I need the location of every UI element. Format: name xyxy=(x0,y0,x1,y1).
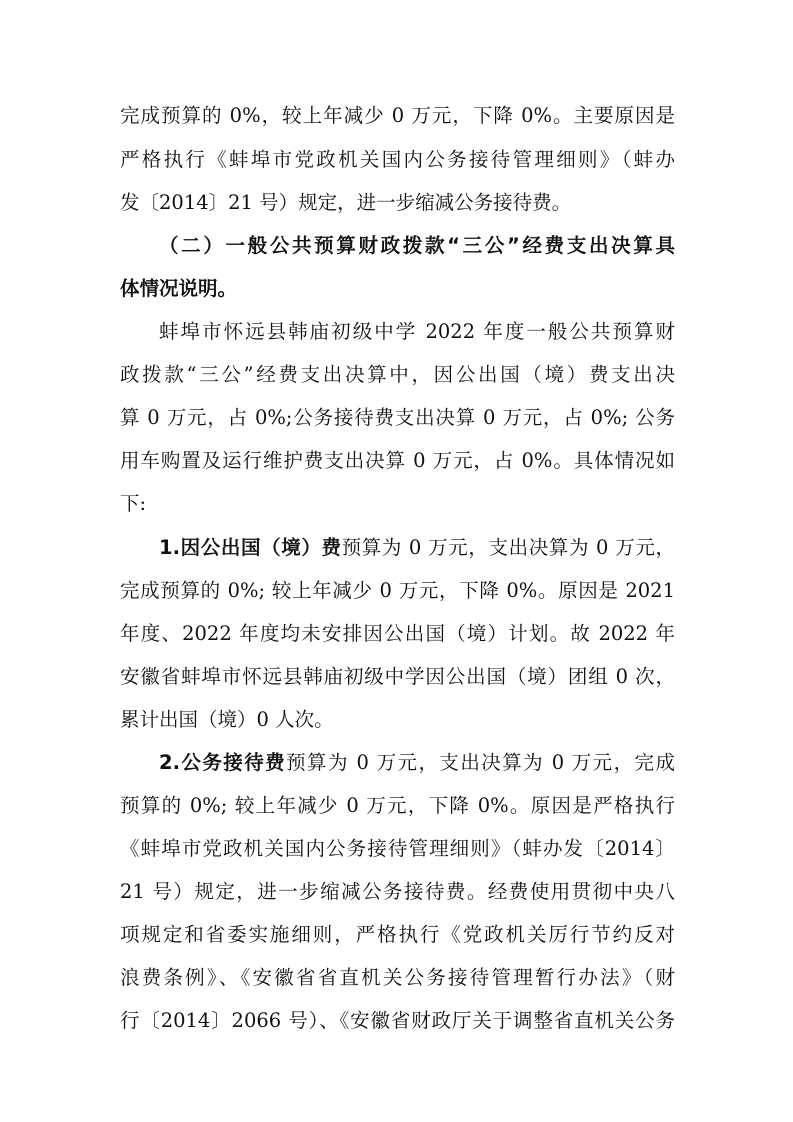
paragraph-line: 21 号）规定，进一步缩减公务接待费。经费使用贯彻中央八 xyxy=(120,880,675,903)
item-text: 预算为 0 万元，支出决算为 0 万元，完成 xyxy=(286,751,675,774)
paragraph-line: 行〔2014〕2066 号）、《安徽省财政厅关于调整省直机关公务 xyxy=(120,1009,675,1032)
paragraph-line: 项规定和省委实施细则，严格执行《党政机关厉行节约反对 xyxy=(120,923,675,946)
item-label: 2.公务接待费 xyxy=(159,751,287,774)
item-text: 预算为 0 万元，支出决算为 0 万元， xyxy=(341,536,675,559)
section-heading: （二）一般公共预算财政拨款“三公”经费支出决算具 xyxy=(159,234,675,257)
item-label: 1.因公出国（境）费 xyxy=(159,536,342,559)
section-heading: 体情况说明。 xyxy=(120,277,238,300)
paragraph-line: 累计出国（境）0 人次。 xyxy=(120,708,334,731)
paragraph-line: 用车购置及运行维护费支出决算 0 万元，占 0%。具体情况如 xyxy=(120,449,675,472)
paragraph-line: 完成预算的 0%，较上年减少 0 万元，下降 0%。主要原因是 xyxy=(120,104,675,127)
paragraph-line: 算 0 万元，占 0%;公务接待费支出决算 0 万元，占 0%; 公务 xyxy=(120,406,675,429)
paragraph-line: 严格执行《蚌埠市党政机关国内公务接待管理细则》（蚌办 xyxy=(120,148,675,171)
item-line xyxy=(159,749,675,777)
paragraph-line: 蚌埠市怀远县韩庙初级中学 2022 年度一般公共预算财 xyxy=(159,320,675,343)
paragraph-line: 完成预算的 0%; 较上年减少 0 万元，下降 0%。原因是 2021 xyxy=(120,579,675,602)
paragraph-line: 预算的 0%; 较上年减少 0 万元，下降 0%。原因是严格执行 xyxy=(120,794,675,817)
paragraph-line: 浪费条例》、《安徽省省直机关公务接待管理暂行办法》（财 xyxy=(120,966,675,989)
paragraph-line: 政拨款“三公”经费支出决算中，因公出国（境）费支出决 xyxy=(120,363,675,386)
item-line xyxy=(159,534,675,562)
paragraph-line: 发〔2014〕21 号）规定，进一步缩减公务接待费。 xyxy=(120,191,572,214)
paragraph-line: 安徽省蚌埠市怀远县韩庙初级中学因公出国（境）团组 0 次， xyxy=(120,665,675,688)
paragraph-line: 下: xyxy=(120,492,147,515)
paragraph-line: 年度、2022 年度均未安排因公出国（境）计划。故 2022 年 xyxy=(120,622,675,645)
paragraph-line: 《蚌埠市党政机关国内公务接待管理细则》（蚌办发〔2014〕 xyxy=(120,837,675,860)
